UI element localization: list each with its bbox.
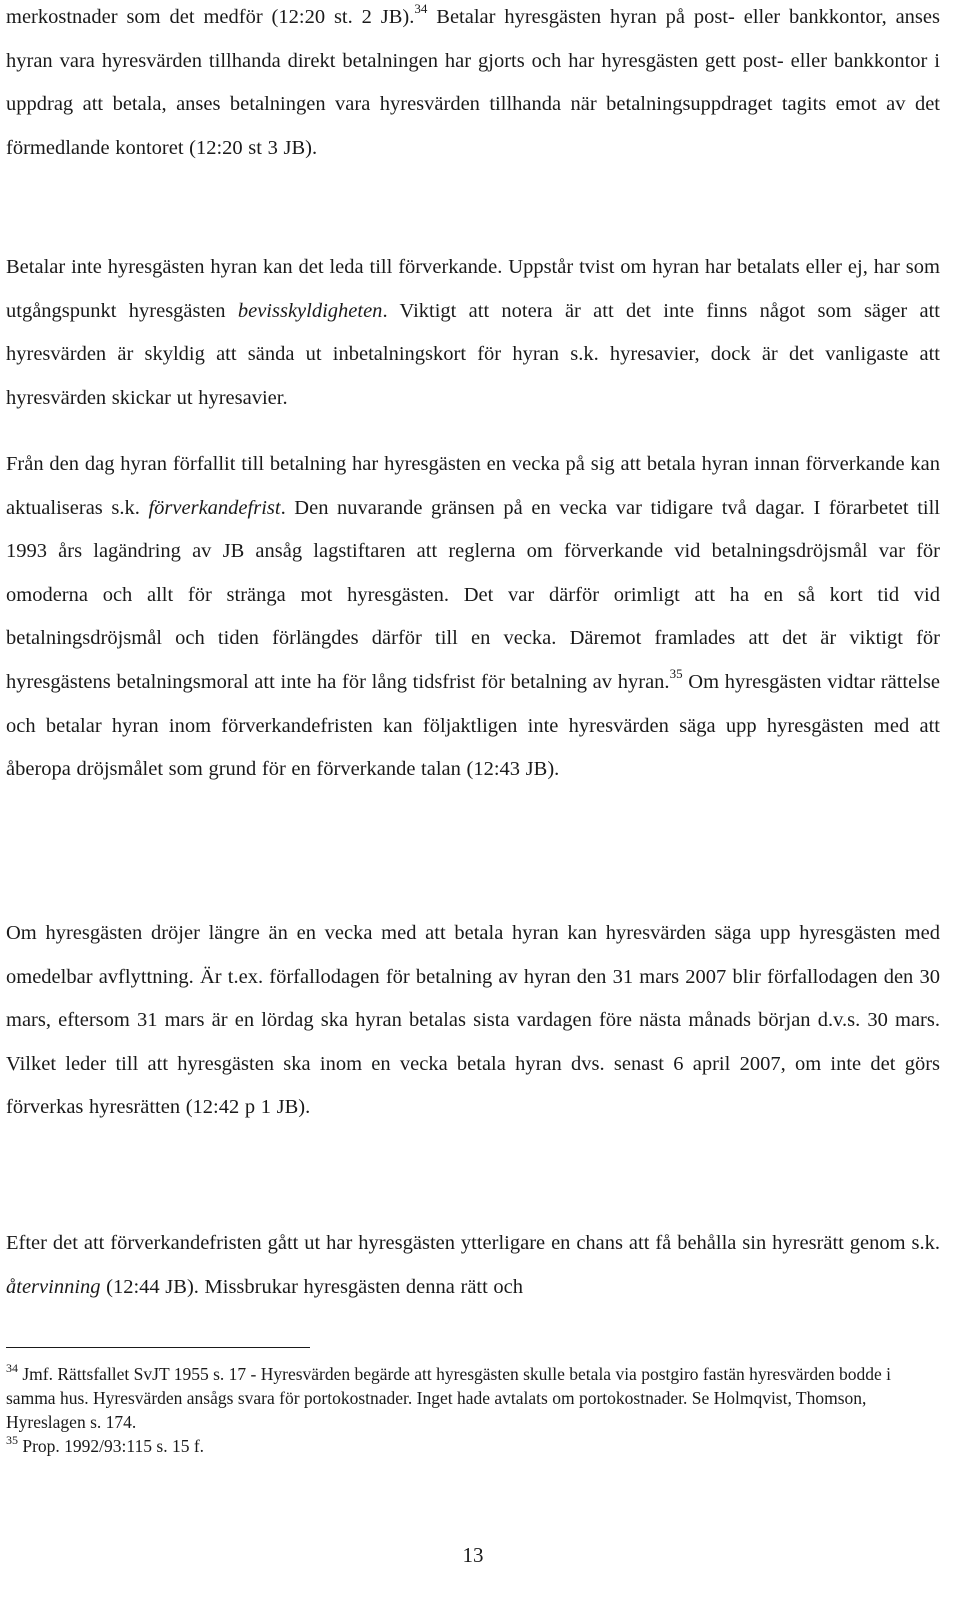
page-number: 13 [462, 1543, 484, 1567]
paragraph-rent-payment [6, 0, 940, 170]
footnote-text: Jmf. Rättsfallet SvJT 1955 s. 17 - Hyresvärden begärde att hyresgästen skulle betala via postgiro fastän hyresvärden bodde i samma hus. Hyresvärden ansågs svara för portokostnader. Inget hade avtalats om portokostnader. Se Holmqvist, Thomson, Hyreslagen s. 174. [6, 1364, 891, 1432]
paragraph-forfeiture-period [6, 443, 940, 792]
paragraph-late-payment-example [6, 912, 940, 1130]
footnote-divider [6, 1347, 310, 1348]
footnote-reference-34[interactable]: 34 [414, 1, 428, 17]
paragraph-text: Från den dag hyran förfallit till betalning har hyresgästen en vecka på sig att betala hyran innan förverkande kan aktualiseras s.k. [6, 453, 940, 519]
paragraph-text: . Den nuvarande gränsen på en vecka var tidigare två dagar. I förarbetet till 1993 års lagändring av JB ansåg lagstiftaren att reglerna om förverkande vid betalningsdröjsmål var för omoderna och allt för stränga mot hyresgästen. Det var därför orimligt att ha en så kort tid vid betalningsdröjsmål och tiden förlängdes därför till en vecka. Däremot framlades att det är viktigt för hyresgästens betalningsmoral att inte ha för lång tidsfrist för betalning av hyran. [6, 496, 940, 693]
footnote-number: 34 [6, 1361, 18, 1376]
footnote-34 [6, 1362, 940, 1434]
footnotes [6, 1362, 940, 1458]
paragraph-non-payment [6, 246, 940, 420]
emphasis-term: förverkandefrist [148, 496, 281, 519]
footnote-reference-35[interactable]: 35 [669, 666, 683, 682]
paragraph-text: Om hyresgästen vidtar rättelse och betalar hyran inom förverkandefristen kan följaktligen inte hyresvärden säga upp hyresgästen med att åberopa dröjsmålet som grund för en förverkande talan (12:43 JB). [6, 670, 940, 781]
paragraph-text: Om hyresgästen dröjer längre än en vecka med att betala hyran kan hyresvärden säga upp hyresgästen med omedelbar avflyttning. Är t.ex. förfallodagen för betalning av hyran den 31 mars 2007 blir förfallodagen den 30 mars, eftersom 31 mars är en lördag ska hyran betalas sista vardagen före nästa månads början d.v.s. 30 mars. Vilket leder till att hyresgästen ska inom en vecka betala hyran dvs. senast 6 april 2007, om inte det görs förverkas hyresrätten (12:42 p 1 JB). [6, 922, 940, 1119]
paragraph-recovery [6, 1222, 940, 1309]
emphasis-term: bevisskyldigheten [237, 299, 383, 322]
emphasis-term: återvinning [6, 1275, 101, 1298]
paragraph-text: Betalar hyresgästen hyran på post- eller bankkontor, anses hyran vara hyresvärden tillhanda direkt betalningen har gjorts och har hyresgästen gett post- eller bankkontor i uppdrag att betala, anses betalningen vara hyresvärden tillhanda när betalningsuppdraget tagits emot av det förmedlande kontoret (12:20 st 3 JB). [6, 6, 940, 159]
paragraph-text: merkostnader som det medför (12:20 st. 2 JB). [6, 6, 415, 28]
footnote-number: 35 [6, 1433, 18, 1448]
paragraph-text: Efter det att förverkandefristen gått ut har hyresgästen ytterligare en chans att få behålla sin hyresrätt genom s.k. [6, 1232, 940, 1254]
footnote-text: Prop. 1992/93:115 s. 15 f. [18, 1436, 205, 1456]
paragraph-text: Betalar inte hyresgästen hyran kan det leda till förverkande. Uppstår tvist om hyran har betalats eller ej, har som utgångspunkt hyresgästen [6, 256, 940, 322]
paragraph-text: (12:44 JB). Missbrukar hyresgästen denna rätt och [100, 1275, 524, 1298]
paragraph-text: . Viktigt att notera är att det inte finns något som säger att hyresvärden är skyldig att sända ut inbetalningskort för hyran s.k. hyresavier, dock är det vanligaste att hyresvärden skickar ut hyresavier. [6, 299, 940, 409]
footnote-35 [6, 1434, 940, 1458]
